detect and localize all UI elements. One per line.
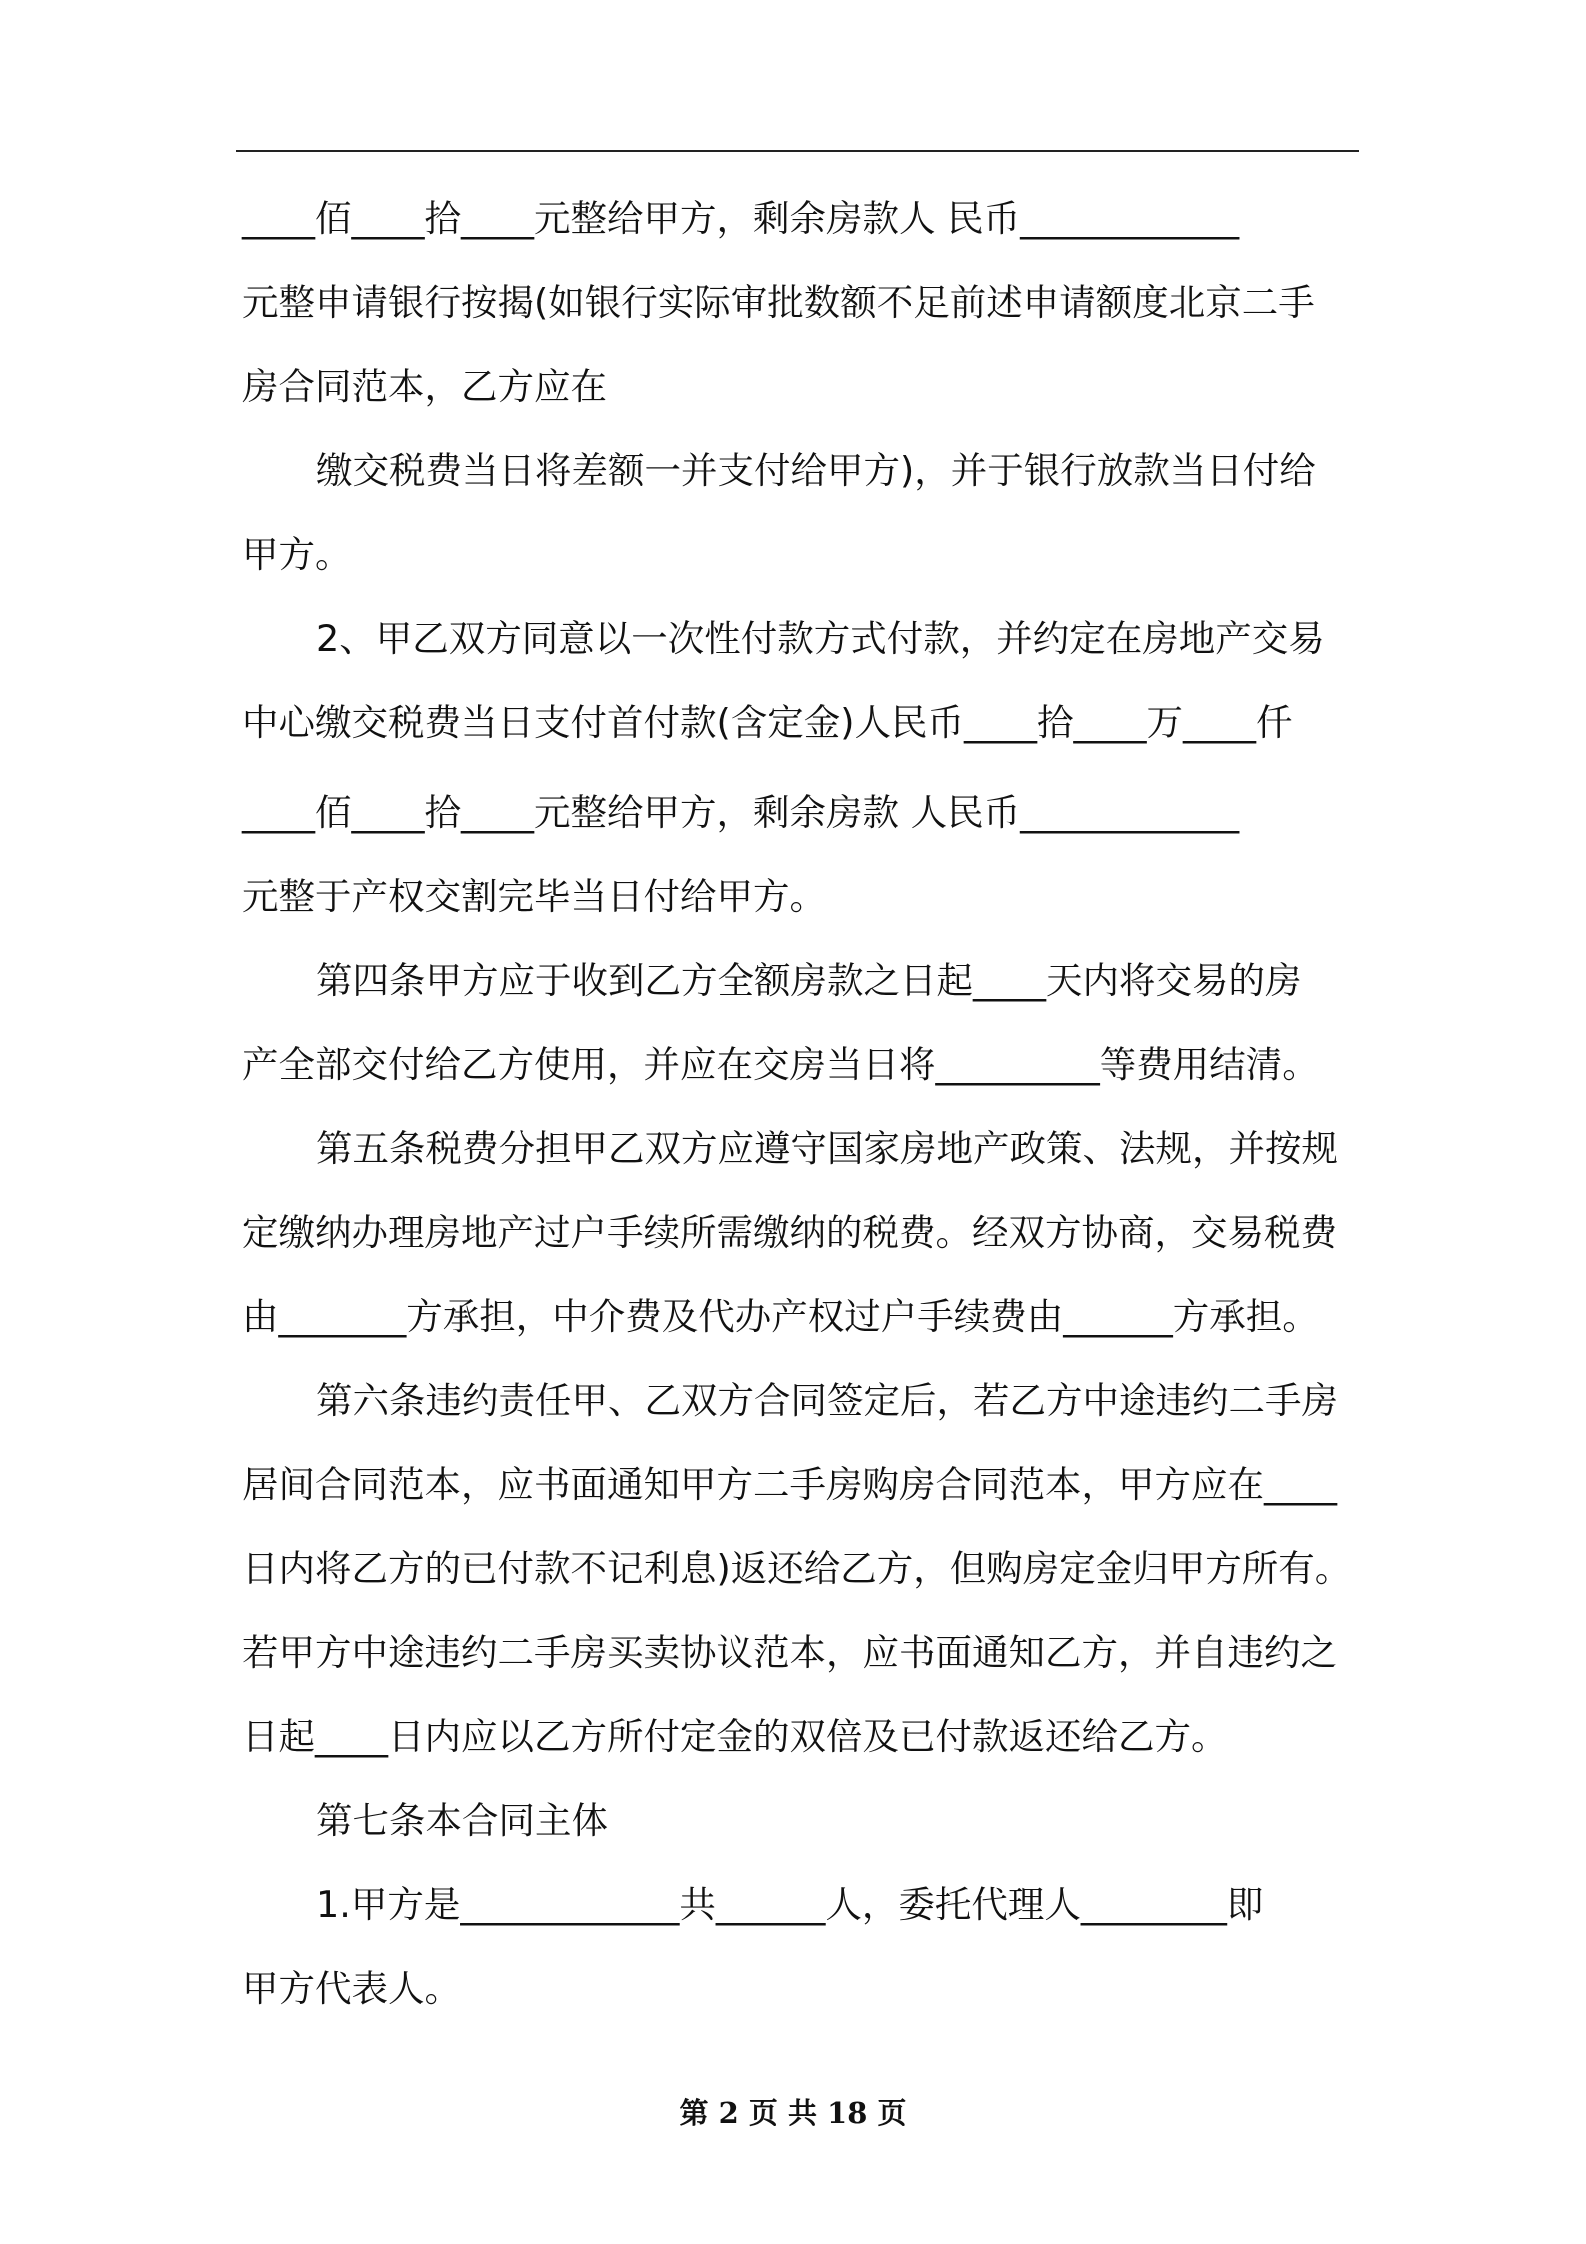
section-heading: 第七条本合同主体: [316, 1799, 608, 1842]
text-line: 若甲方中途违约二手房买卖协议范本，应书面通知乙方，并自违约之: [242, 1631, 1337, 1674]
text-line: 房合同范本，乙方应在: [242, 365, 607, 408]
page-number: 第 2 页 共 18 页: [679, 2096, 907, 2130]
text-line: 甲方。: [242, 533, 352, 576]
text-line: 甲方代表人。: [242, 1967, 461, 2010]
text-line: 2、甲乙双方同意以一次性付款方式付款，并约定在房地产交易: [316, 617, 1325, 660]
text-line: 元整于产权交割完毕当日付给甲方。: [242, 875, 826, 918]
text-line: 居间合同范本，应书面通知甲方二手房购房合同范本，甲方应在____: [242, 1463, 1337, 1506]
text-line: 第六条违约责任甲、乙双方合同签定后，若乙方中途违约二手房: [316, 1379, 1338, 1422]
text-line: 日起____日内应以乙方所付定金的双倍及已付款返还给乙方。: [242, 1715, 1228, 1758]
text-line: 产全部交付给乙方使用，并应在交房当日将_________等费用结清。: [242, 1043, 1319, 1086]
text-line: 中心缴交税费当日支付首付款(含定金)人民币____拾____万____仟: [242, 701, 1293, 744]
text-line: 第四条甲方应于收到乙方全额房款之日起____天内将交易的房: [316, 959, 1302, 1002]
text-line: 定缴纳办理房地产过户手续所需缴纳的税费。经双方协商，交易税费: [242, 1211, 1337, 1254]
contract-body: [242, 198, 1358, 2052]
header-rule: [236, 150, 1359, 152]
text-line: 元整申请银行按揭(如银行实际审批数额不足前述申请额度北京二手: [242, 281, 1315, 324]
text-line: ____佰____拾____元整给甲方，剩余房款 人民币____________: [242, 791, 1240, 834]
text-line: 缴交税费当日将差额一并支付给甲方)，并于银行放款当日付给: [316, 449, 1316, 492]
text-line: 由_______方承担，中介费及代办产权过户手续费由______方承担。: [242, 1295, 1319, 1338]
text-line: ____佰____拾____元整给甲方，剩余房款人 民币____________: [242, 197, 1240, 240]
text-line: 第五条税费分担甲乙双方应遵守国家房地产政策、法规，并按规: [316, 1127, 1338, 1170]
text-line: 日内将乙方的已付款不记利息)返还给乙方，但购房定金归甲方所有。: [242, 1547, 1352, 1590]
text-line: 1.甲方是____________共______人，委托代理人________即: [316, 1883, 1264, 1926]
